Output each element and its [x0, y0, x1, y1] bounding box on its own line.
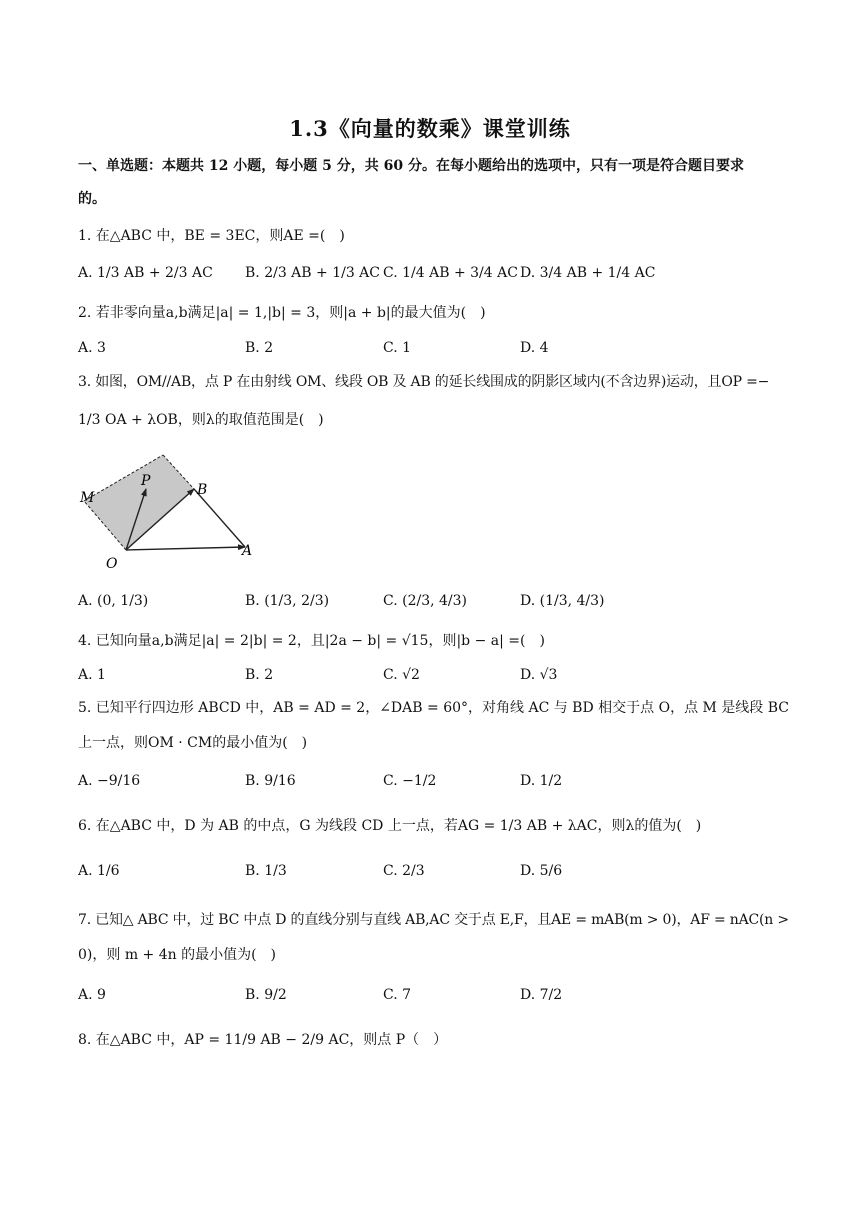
question-2-option-b: B. 2: [245, 340, 274, 356]
question-3-stem-line2: 1/3 OA + λOB，则λ的取值范围是( ): [78, 412, 324, 428]
question-5-stem-line1: 5. 已知平行四边形 ABCD 中，AB = AD = 2，∠DAB = 60°，对角线 AC 与 BD 相交于点 O，点 M 是线段 BC: [78, 700, 790, 716]
question-5-option-a: A. −9/16: [78, 773, 141, 789]
question-7-option-a: A. 9: [78, 987, 106, 1003]
question-2-stem: 2. 若非零向量a,b满足|a| = 1,|b| = 3，则|a + b|的最大值为( ): [78, 305, 486, 321]
question-4-option-a: A. 1: [78, 667, 106, 683]
question-4-option-d: D. √3: [520, 667, 558, 683]
question-6-option-a: A. 1/6: [78, 863, 120, 879]
question-1-option-d: D. 3/4 AB + 1/4 AC: [520, 265, 656, 281]
question-1-option-b: B. 2/3 AB + 1/3 AC: [245, 265, 381, 281]
question-5-option-b: B. 9/16: [245, 773, 296, 789]
question-4-option-b: B. 2: [245, 667, 274, 683]
question-3-figure: [78, 447, 258, 572]
question-3-option-b: B. (1/3, 2/3): [245, 593, 330, 609]
label-o: O: [106, 556, 118, 572]
question-3-stem-line1: 3. 如图，OM//AB，点 P 在由射线 OM、线段 OB 及 AB 的延长线围成的阴影区域内(不含边界)运动，且OP =−: [78, 374, 770, 390]
question-6-option-c: C. 2/3: [383, 863, 425, 879]
question-2-option-d: D. 4: [520, 340, 549, 356]
label-a: A: [242, 543, 253, 559]
question-3-option-c: C. (2/3, 4/3): [383, 593, 467, 609]
question-8-stem: 8. 在△ABC 中，AP = 11/9 AB − 2/9 AC，则点 P（ ）: [78, 1032, 448, 1048]
question-7-stem-line2: 0)，则 m + 4n 的最小值为( ): [78, 947, 277, 963]
question-7-option-d: D. 7/2: [520, 987, 563, 1003]
question-1-option-a: A. 1/3 AB + 2/3 AC: [78, 265, 213, 281]
question-3-option-a: A. (0, 1/3): [78, 593, 149, 609]
question-1-stem: 1. 在△ABC 中，BE = 3EC，则AE =( ): [78, 228, 345, 244]
question-7-option-c: C. 7: [383, 987, 412, 1003]
question-5-option-d: D. 1/2: [520, 773, 563, 789]
label-m: M: [80, 490, 95, 506]
question-4-option-c: C. √2: [383, 667, 420, 683]
question-6-stem: 6. 在△ABC 中，D 为 AB 的中点，G 为线段 CD 上一点，若AG = 1/3 AB + λAC，则λ的值为( ): [78, 818, 702, 834]
page-title: 1.3《向量的数乘》课堂训练: [289, 116, 571, 141]
label-b: B: [197, 482, 208, 498]
question-2-option-a: A. 3: [78, 340, 106, 356]
question-2-option-c: C. 1: [383, 340, 412, 356]
question-7-stem-line1: 7. 已知△ ABC 中，过 BC 中点 D 的直线分别与直线 AB,AC 交于点 E,F，且AE = mAB(m > 0)，AF = nAC(n >: [78, 912, 789, 928]
question-3-option-d: D. (1/3, 4/3): [520, 593, 605, 609]
question-7-option-b: B. 9/2: [245, 987, 287, 1003]
question-1-option-c: C. 1/4 AB + 3/4 AC: [383, 265, 518, 281]
vector-oa: [126, 547, 245, 550]
label-p: P: [141, 473, 151, 489]
section-instructions-line2: 的。: [78, 191, 106, 207]
question-6-option-d: D. 5/6: [520, 863, 563, 879]
question-6-option-b: B. 1/3: [245, 863, 287, 879]
shaded-region: [84, 455, 194, 550]
section-instructions-line1: 一、单选题：本题共 12 小题，每小题 5 分，共 60 分。在每小题给出的选项中，只有一项是符合题目要求: [78, 158, 744, 174]
question-5-option-c: C. −1/2: [383, 773, 437, 789]
question-4-stem: 4. 已知向量a,b满足|a| = 2|b| = 2，且|2a − b| = √15，则|b − a| =( ): [78, 633, 545, 649]
question-5-stem-line2: 上一点，则OM · CM的最小值为( ): [78, 735, 308, 751]
